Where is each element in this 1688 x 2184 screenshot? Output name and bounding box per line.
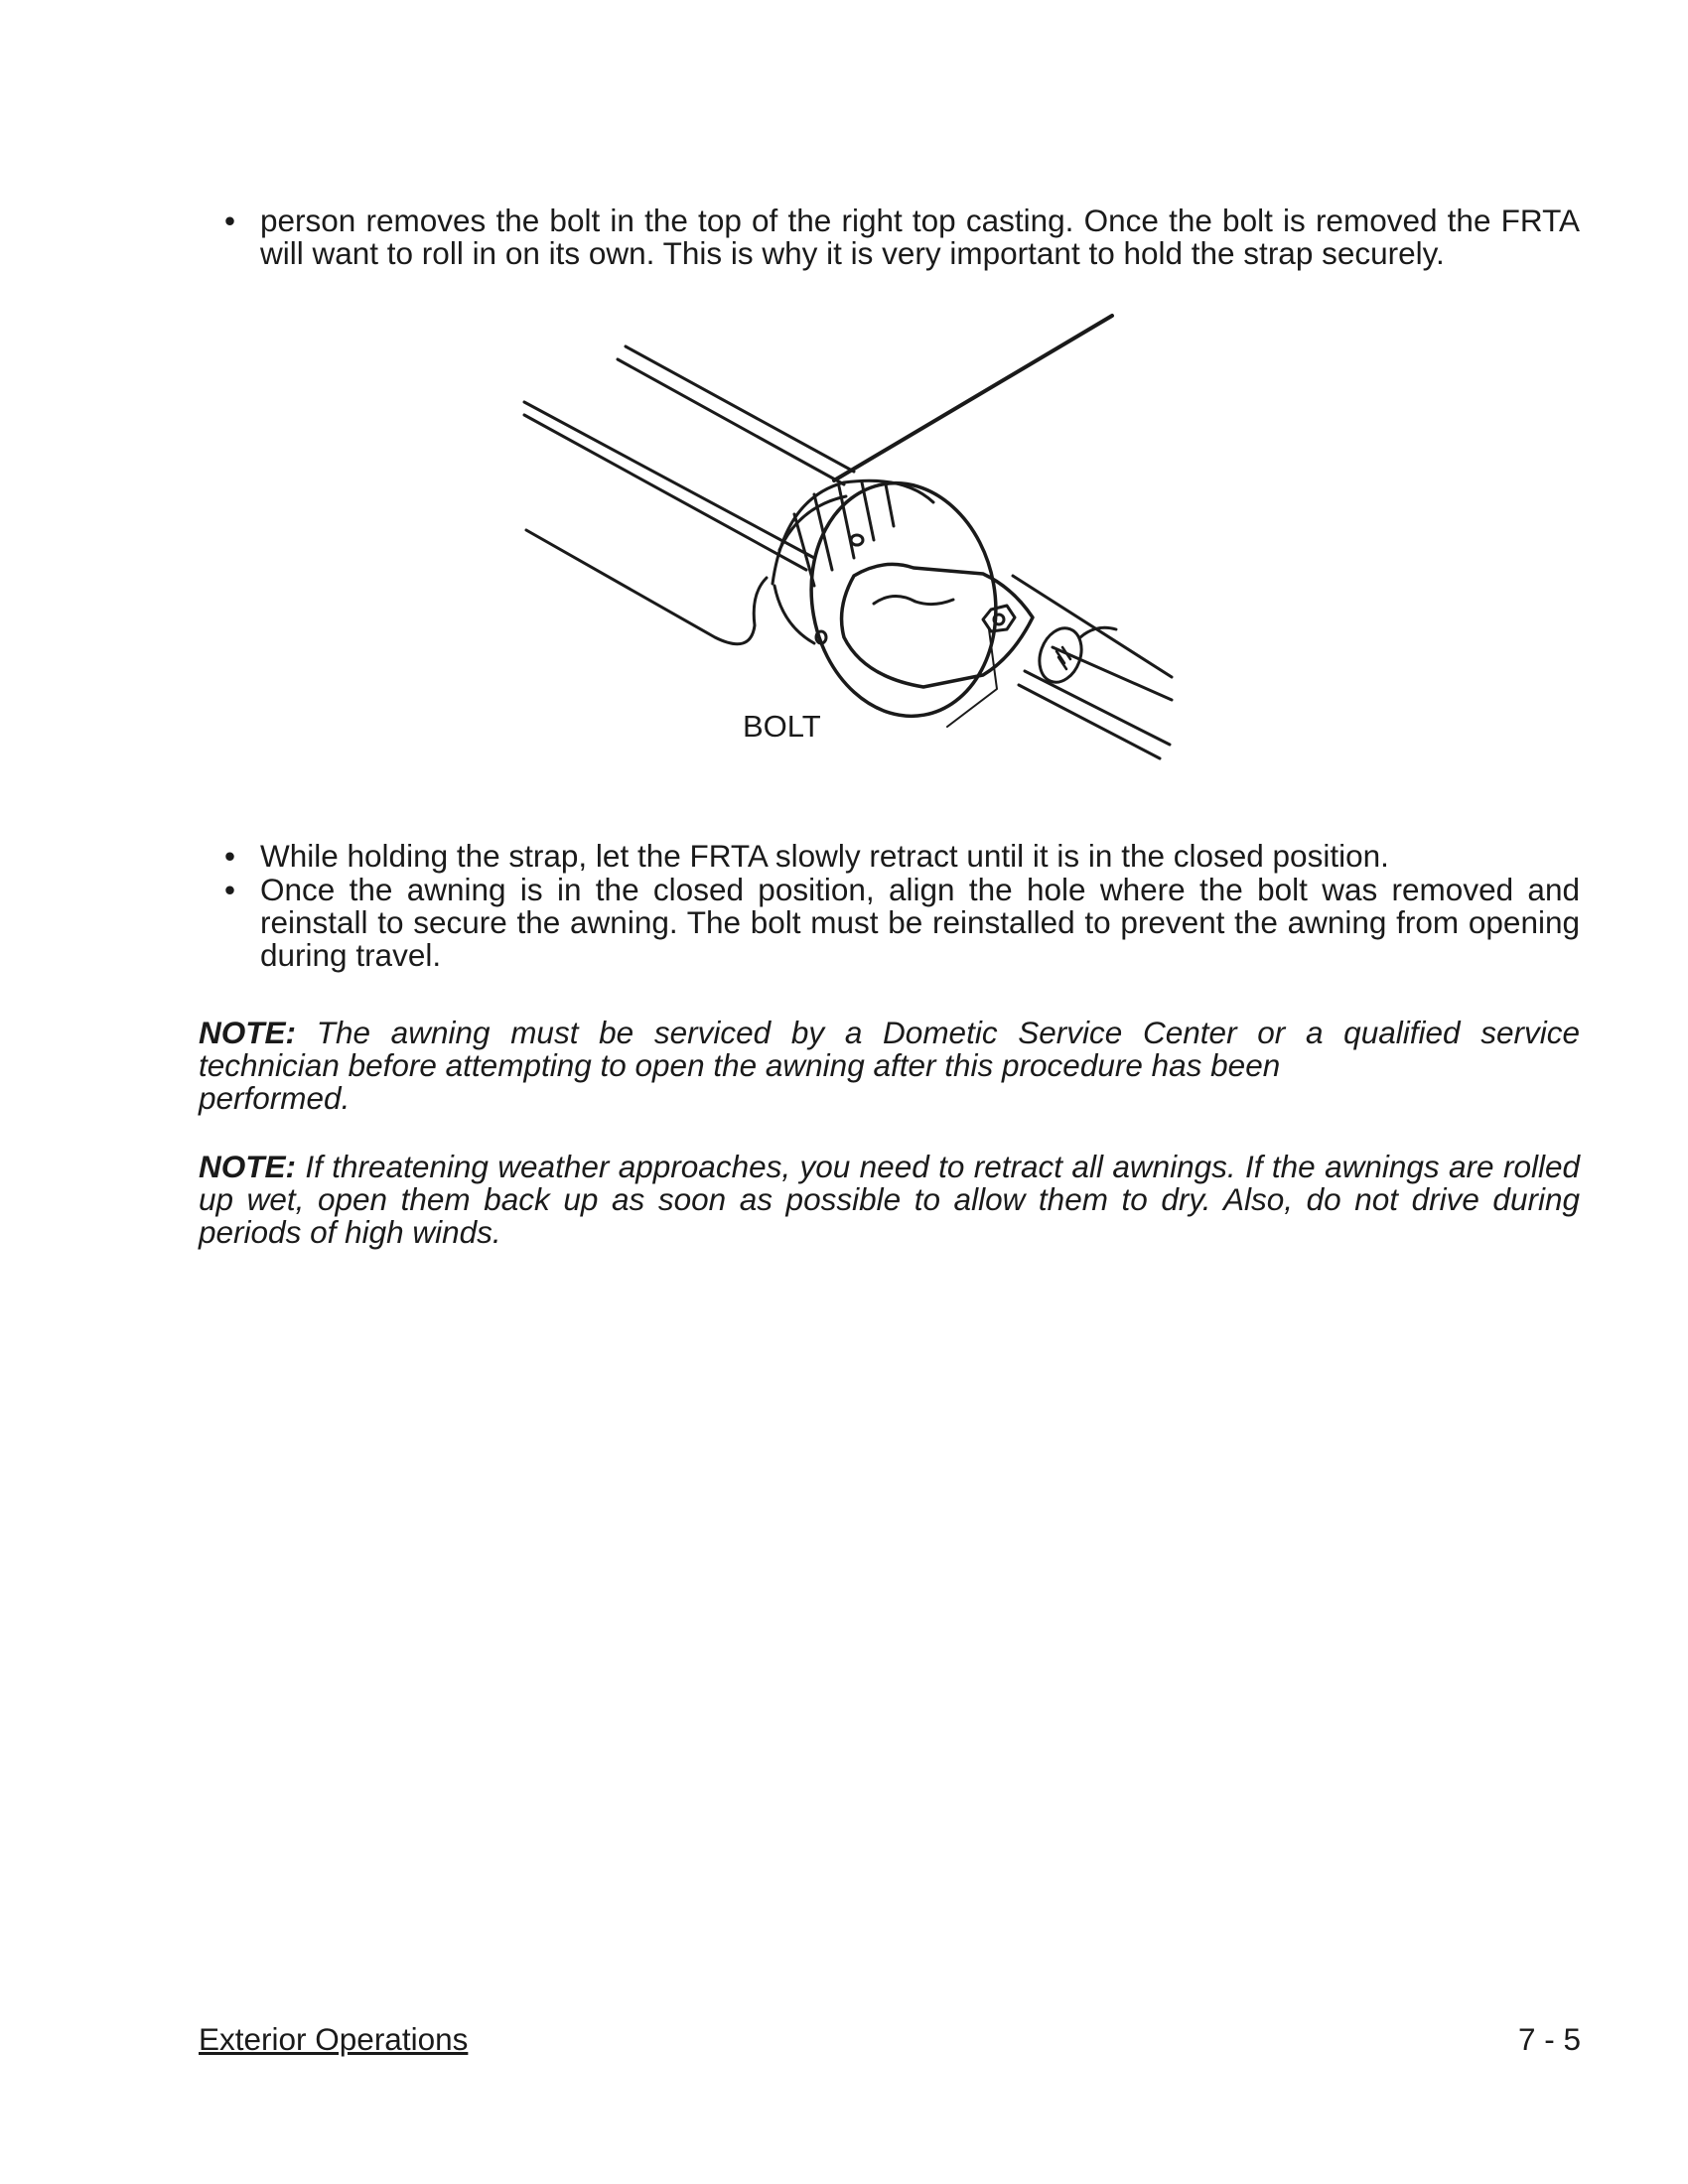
casting-arm — [842, 564, 1033, 687]
note-line — [199, 1017, 1580, 1049]
note-line: technician before attempting to open the awning after this procedure has been — [199, 1047, 1281, 1083]
instruction-text: person removes the bolt in the top of the right top casting. Once the bolt is removed the FRTA will want to roll in on its own. This is why it is very important to hold the strap securely. — [260, 203, 1580, 271]
bullet-icon: • — [224, 838, 236, 874]
end-cap-rim — [774, 586, 814, 643]
instruction-text: While holding the strap, let the FRTA slowly retract until it is in the closed position. — [260, 838, 1389, 874]
list-item — [224, 205, 1580, 270]
tube-edge-line — [524, 415, 806, 570]
end-cap-rib — [886, 484, 894, 526]
arm-rod-edge — [1019, 685, 1160, 758]
note-label: NOTE: — [199, 1149, 296, 1184]
awning-bolt-figure — [516, 310, 1192, 776]
arm-rod-edge — [1025, 671, 1170, 745]
arm-rod-edge — [1053, 647, 1172, 700]
instruction-list-top — [224, 205, 1580, 270]
arm-rod-edge — [1013, 576, 1172, 677]
bolt-center — [994, 614, 1004, 624]
bolt-callout-label: BOLT — [743, 709, 821, 744]
strap-line — [834, 316, 1112, 480]
bullet-icon: • — [224, 872, 236, 907]
note-label: NOTE: — [199, 1015, 296, 1050]
bullet-icon: • — [224, 203, 236, 238]
instruction-text: Once the awning is in the closed position, align the hole where the bolt was removed and reinstall to secure the awning. The bolt must be reinstalled to prevent the awning from opening during travel. — [260, 872, 1580, 973]
instruction-list-bottom — [224, 840, 1580, 973]
tube-edge-line — [626, 346, 854, 472]
note-text: The awning must be serviced by a Dometic Service Center or a qualified service — [316, 1015, 1580, 1050]
note-line: performed. — [199, 1080, 351, 1116]
casting-disc — [793, 469, 1014, 731]
casting-hole — [851, 535, 863, 545]
list-item — [224, 874, 1580, 972]
list-item — [224, 840, 1580, 873]
service-note — [199, 1017, 1580, 1115]
awning-end-cap-illustration — [516, 310, 1192, 776]
footer-section-title: Exterior Operations — [199, 2021, 469, 2057]
tube-edge-line — [618, 359, 844, 484]
weather-note — [199, 1151, 1580, 1249]
note-text: If threatening weather approaches, you need to retract all awnings. If the awnings are rolled up wet, open them back up as soon as possible to allow them to dry. Also, do not drive during periods of high winds. — [199, 1149, 1580, 1250]
bolt-head — [983, 606, 1015, 631]
end-cap-rib — [779, 496, 846, 550]
rod-curve — [1080, 627, 1116, 637]
tube-lower-edge — [526, 530, 767, 644]
footer-page-number: 7 - 5 — [1517, 2021, 1581, 2057]
casting-slot — [874, 596, 953, 604]
